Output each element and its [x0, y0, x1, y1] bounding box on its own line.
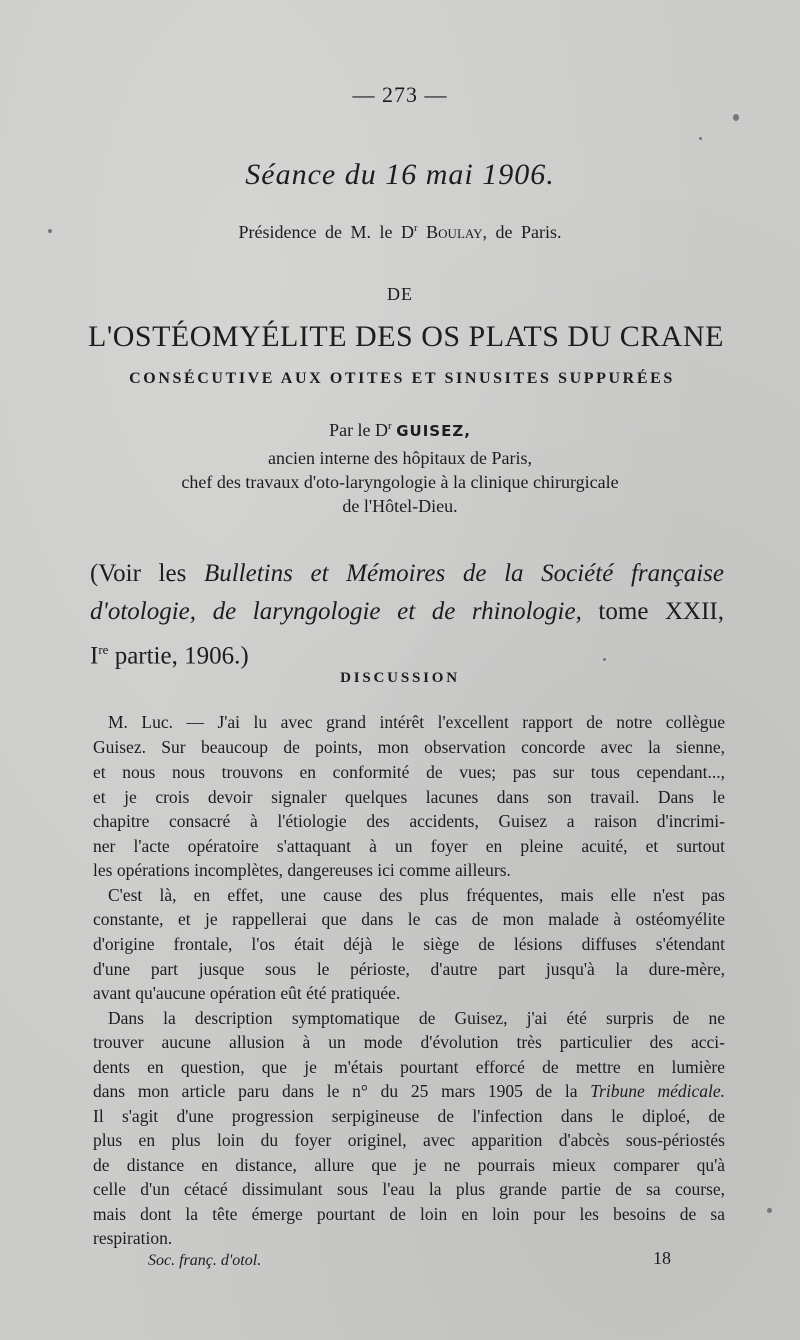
body-line: Dans la description symptomatique de Guisez, j'ai été surpris de ne — [108, 1008, 725, 1028]
body-line: trouver aucune allusion à un mode d'évolution très particulier des acci- — [93, 1032, 725, 1052]
affiliation-line: chef des travaux d'oto-laryngologie à la clinique chirurgicale — [181, 472, 619, 492]
article-subtitle: CONSÉCUTIVE AUX OTITES ET SINUSITES SUPPURÉES — [129, 370, 675, 387]
reference-sup: re — [98, 642, 109, 657]
body-line: ner l'acte opératoire s'attaquant à un foyer en pleine acuité, et surtout — [93, 836, 725, 856]
author-name: GUISEZ, — [396, 422, 471, 440]
paper-speck — [603, 658, 606, 661]
body-line: d'une part jusque sous le périoste, d'autre part jusqu'à la dure-mère, — [93, 959, 725, 979]
body-line: mais dont la tête émerge pourtant de loin en loin pour les besoins de sa — [93, 1204, 725, 1224]
body-line: Guisez. Sur beaucoup de points, mon observation concorde avec la sienne, — [93, 737, 725, 757]
body-line: et je crois devoir signaler quelques lacunes dans son travail. Dans le — [93, 787, 725, 807]
body-line: les opérations incomplètes, dangereuses ici comme ailleurs. — [93, 860, 511, 880]
paper-speck — [699, 137, 702, 140]
affiliation-line: ancien interne des hôpitaux de Paris, — [268, 448, 532, 468]
body-line: et nous nous trouvons en conformité de vues; pas sur tous cependant..., — [93, 762, 725, 782]
body-text: dans mon article paru dans le n° du 25 mars 1905 de la — [93, 1081, 591, 1101]
journal-reference: Tribune médicale. — [590, 1081, 726, 1101]
reference-line — [90, 631, 724, 675]
presidence-suffix: , de Paris. — [482, 222, 562, 242]
presidence-line — [0, 222, 800, 243]
paper-speck — [767, 1208, 772, 1213]
author-sup: r — [388, 420, 392, 432]
body-line: de distance en distance, allure que je ne pourrais mieux comparer qu'à — [93, 1155, 725, 1175]
discussion-heading: DISCUSSION — [340, 670, 460, 686]
reference-line — [90, 555, 724, 593]
reference-text: (Voir les — [90, 560, 204, 587]
body-line: C'est là, en effet, une cause des plus fréquentes, mais elle n'est pas — [108, 885, 725, 905]
footer-sheet-number: 18 — [653, 1248, 671, 1268]
paper-speck — [48, 229, 52, 233]
body-line: M. Luc. — J'ai lu avec grand intérêt l'excellent rapport de notre collègue — [108, 712, 725, 732]
body-line: plus en plus loin du foyer originel, avec apparition d'abcès sous-périostés — [93, 1130, 725, 1150]
reference-year: partie, 1906.) — [108, 642, 249, 670]
presidence-prefix: Présidence de M. le D — [238, 222, 414, 242]
paper-speck — [733, 114, 739, 121]
president-name: Boulay — [426, 222, 483, 242]
reference-part: I — [90, 642, 99, 670]
body-line: dents en question, que je m'étais pourtant efforcé de mettre en lumière — [93, 1057, 725, 1077]
body-line: constante, et je rappellerai que dans le cas de mon malade à ostéomyélite — [93, 909, 725, 929]
footer-signature: Soc. franç. d'otol. — [148, 1252, 262, 1269]
author-line — [0, 420, 800, 441]
body-line — [93, 1081, 725, 1102]
page-number: — 273 — — [352, 82, 448, 107]
reference-volume: tome XXII, — [581, 598, 725, 625]
body-line: avant qu'aucune opération eût été pratiquée. — [93, 983, 401, 1003]
body-line: Il s'agit d'une progression serpigineuse de l'infection dans le diploé, de — [93, 1106, 725, 1126]
body-line: respiration. — [93, 1228, 173, 1248]
article-title: L'OSTÉOMYÉLITE DES OS PLATS DU CRANE — [88, 320, 724, 353]
body-line: d'origine frontale, l'os était déjà le siège de lésions diffuses s'étendant — [93, 934, 725, 954]
session-heading: Séance du 16 mai 1906. — [245, 158, 555, 191]
article-pre-title: DE — [387, 284, 413, 304]
body-line: celle d'un cétacé dissimulant sous l'eau la plus grande partie de sa course, — [93, 1179, 725, 1199]
author-prefix: Par le D — [329, 420, 389, 440]
reference-journal: d'otologie, de laryngologie et de rhinologie, — [90, 598, 582, 625]
reference-journal: Bulletins et Mémoires de la Société française — [203, 560, 724, 587]
affiliation-line: de l'Hôtel-Dieu. — [342, 496, 458, 516]
body-line: chapitre consacré à l'étiologie des accidents, Guisez a raison d'incrimi- — [93, 811, 725, 831]
reference-line — [90, 593, 724, 631]
reference-note — [90, 555, 724, 675]
presidence-sup: r — [413, 222, 418, 234]
